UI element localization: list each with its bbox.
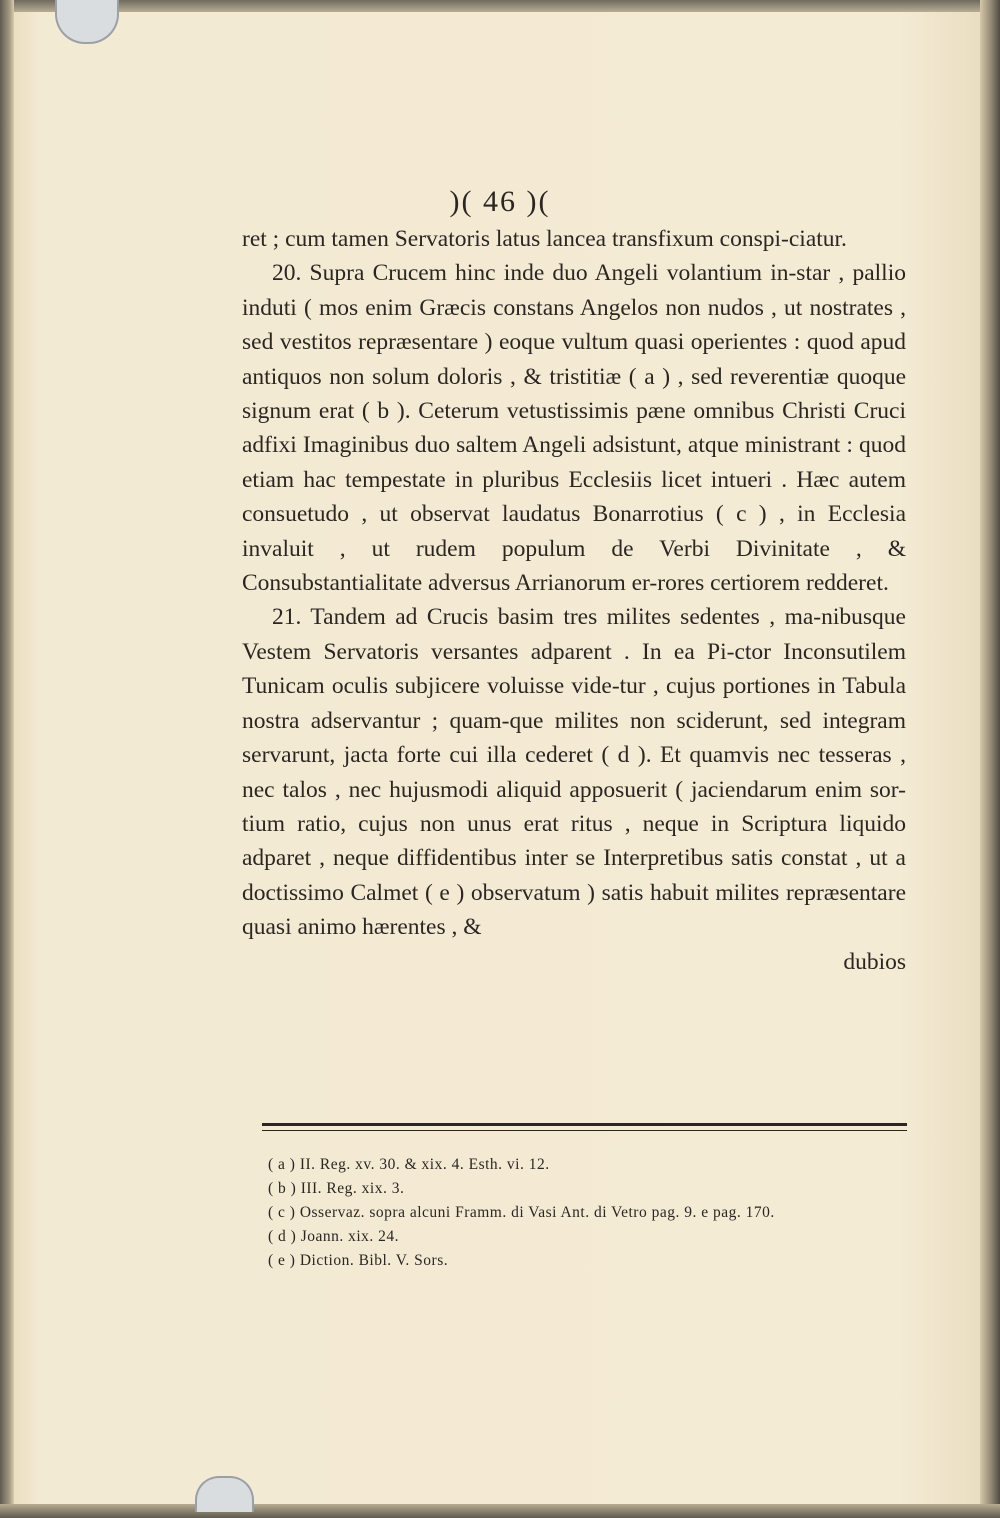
binding-edge [0, 0, 14, 1518]
footnotes [268, 1153, 908, 1273]
paragraph-continuation: ret ; cum tamen Servatoris latus lancea transfixum conspi-ciatur. [242, 226, 847, 252]
catchword: dubios [843, 948, 906, 975]
page-clip-top-icon [55, 0, 119, 44]
footnote-b: ( b ) III. Reg. xix. 3. [268, 1180, 405, 1197]
footnote-c: ( c ) Osservaz. sopra alcuni Framm. di Vasi Ant. di Vetro pag. 9. e pag. 170. [268, 1204, 775, 1221]
footnote-a: ( a ) II. Reg. xv. 30. & xix. 4. Esth. vi. 12. [268, 1156, 550, 1173]
page-number: )( 46 )( [449, 185, 551, 218]
page-right-edge [980, 0, 1000, 1518]
footnote-rule-thin [262, 1130, 907, 1131]
footnote-rule [262, 1123, 907, 1126]
page-bottom-edge [0, 1504, 1000, 1518]
page-clip-bottom-icon [195, 1476, 254, 1512]
page-top-edge [0, 0, 1000, 12]
paragraph-21: 21. Tandem ad Crucis basim tres milites sedentes , ma-nibusque Vestem Servatoris versantes adparent . In ea Pi-ctor Inconsutilem Tunicam oculis subjicere voluisse vide-tur , cujus portiones in Tabula nostra adservantur ; quam-que milites non sciderunt, sed integram servarunt, jacta forte cui illa cederet ( d ). Et quamvis nec tesseras , nec talos , nec hujusmodi aliquid apposuerit ( jaciendarum enim sor-tium ratio, cujus non unus erat ritus , neque in Scriptura liquido adparet , neque diffidentibus inter se Interpretibus satis constat , ut a doctissimo Calmet ( e ) observatum ) satis habuit milites repræsentare quasi animo hærentes , & [242, 604, 906, 941]
main-text [242, 222, 906, 979]
footnote-e: ( e ) Diction. Bibl. V. Sors. [268, 1252, 449, 1269]
paragraph-20: 20. Supra Crucem hinc inde duo Angeli volantium in-star , pallio induti ( mos enim Græcis constans Angelos non nudos , ut nostrates , sed vestitos repræsentare ) eoque vultum quasi operientes : quod apud antiquos non solum doloris , & tristitiæ ( a ) , sed reverentiæ quoque signum erat ( b ). Ceterum vetustissimis pæne omnibus Christi Cruci adfixi Imaginibus duo saltem Angeli adsistunt, atque ministrant : quod etiam hac tempestate in pluribus Ecclesiis licet intueri . Hæc autem consuetudo , ut observat laudatus Bonarrotius ( c ) , in Ecclesia invaluit , ut rudem populum de Verbi Divinitate , & Consubstantialitate adversus Arrianorum er-rores certiorem redderet. [242, 260, 906, 597]
footnote-d: ( d ) Joann. xix. 24. [268, 1228, 400, 1245]
